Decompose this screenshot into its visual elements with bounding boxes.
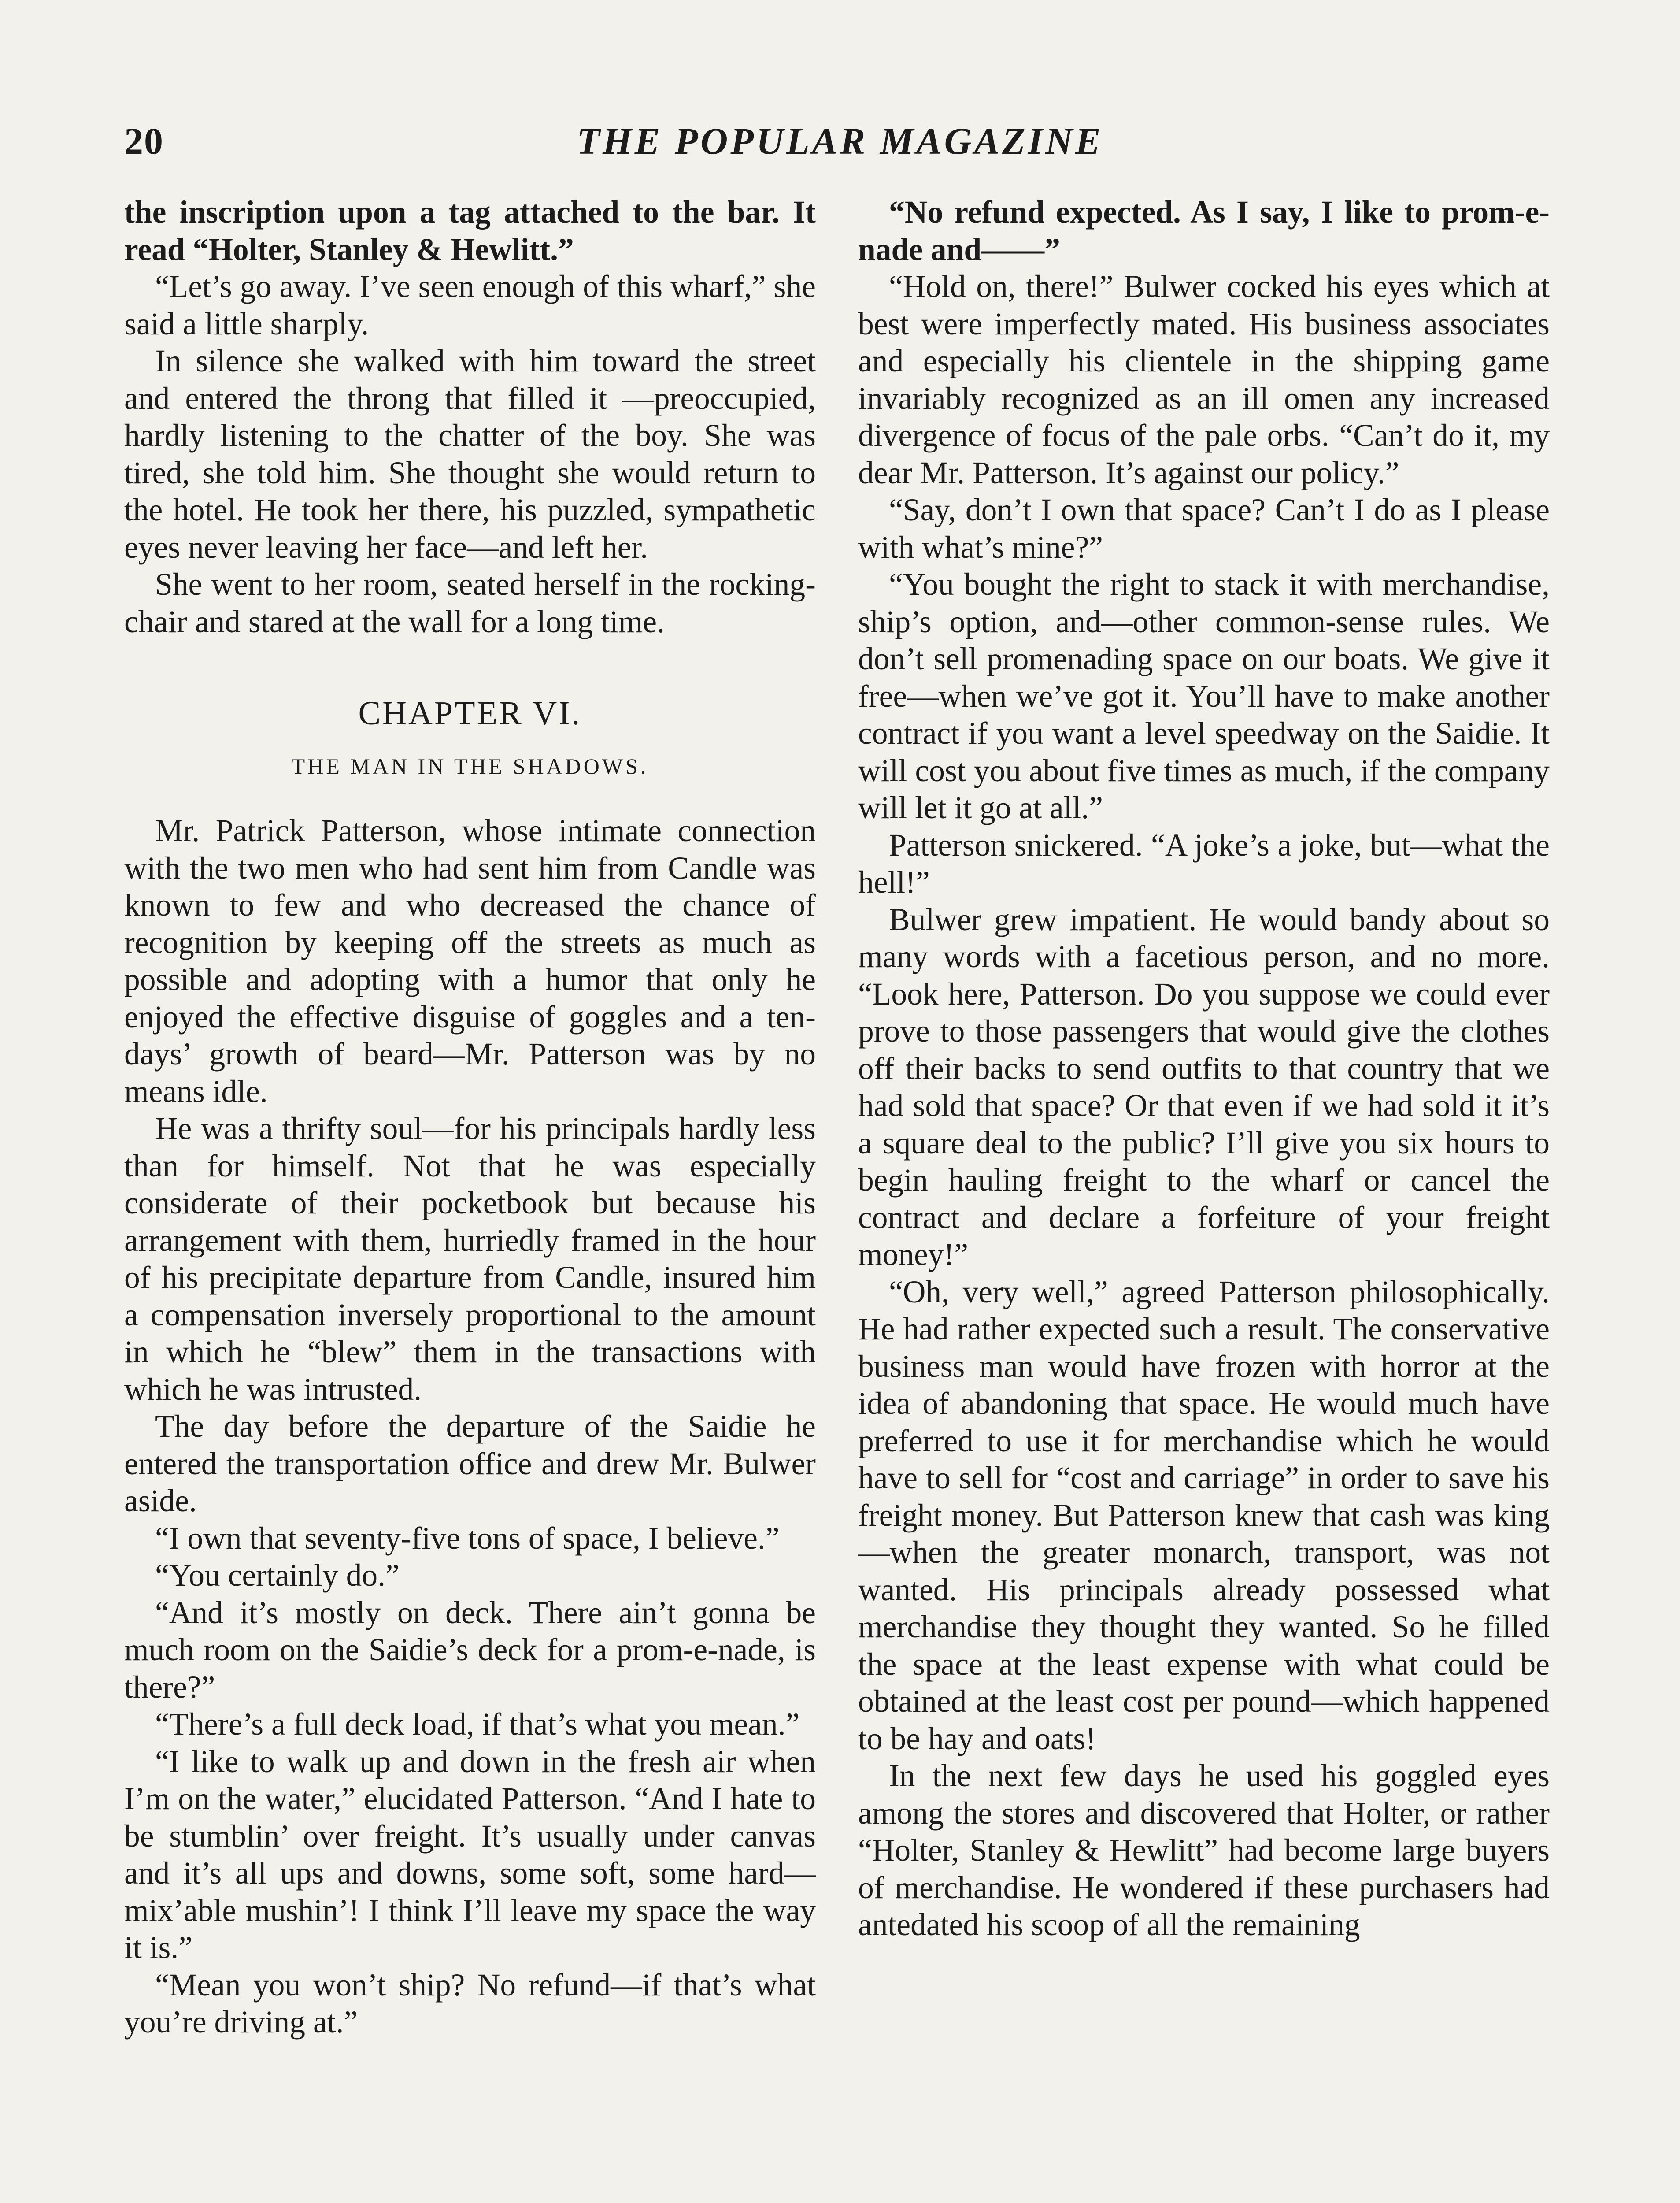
page-header bbox=[124, 119, 1556, 167]
paragraph: “Mean you won’t ship? No refund—if that’s what you’re driving at.” bbox=[124, 1967, 816, 2040]
paragraph: “Hold on, there!” Bulwer cocked his eyes which at best were imperfectly mated. His business associates and especially his clientele in the shipping game invariably recognized as an ill omen any increased divergence of focus of the pale orbs. “Can’t do it, my dear Mr. Patterson. It’s against our policy.” bbox=[858, 269, 1550, 490]
page-number: 20 bbox=[124, 120, 164, 162]
paragraph: She went to her room, seated herself in the rocking-chair and stared at the wall for a long time. bbox=[124, 567, 816, 639]
paragraph: Mr. Patrick Patterson, whose intimate connection with the two men who had sent him from Candle was known to few and who decreased the chance of recognition by keeping off the streets as much as possible and adopting with a humor that only he enjoyed the effective disguise of goggles and a ten-days’ growth of beard—Mr. Patterson was by no means idle. bbox=[124, 813, 816, 1109]
paragraph: “And it’s mostly on deck. There ain’t gonna be much room on the Saidie’s deck for a prom-e-nade, is there?” bbox=[124, 1595, 816, 1705]
chapter-subtitle: THE MAN IN THE SHADOWS. bbox=[291, 754, 649, 779]
paragraph: the inscription upon a tag attached to the bar. It read “Holter, Stanley & Hewlitt.” bbox=[124, 195, 816, 267]
paragraph: In the next few days he used his goggled eyes among the stores and discovered that Holter, or rather “Holter, Stanley & Hewlitt” had become large buyers of merchandise. He wondered if these purchasers had antedated his scoop of all the remaining bbox=[858, 1758, 1550, 1942]
paragraph: “I own that seventy-five tons of space, I believe.” bbox=[155, 1521, 780, 1556]
running-head: THE POPULAR MAGAZINE bbox=[577, 120, 1103, 162]
paragraph: “Say, don’t I own that space? Can’t I do as I please with what’s mine?” bbox=[858, 493, 1550, 565]
paragraph: “You bought the right to stack it with merchandise, ship’s option, and—other common-sense rules. We don’t sell promenading space on our boats. We give it free—when we’ve got it. You’ll have to make another contract if you want a level speedway on the Saidie. It will cost you about five times as much, if the company will let it go at all.” bbox=[858, 567, 1550, 825]
paragraph: “There’s a full deck load, if that’s what you mean.” bbox=[155, 1707, 800, 1742]
left-column bbox=[124, 194, 816, 2041]
chapter-title: CHAPTER VI. bbox=[358, 695, 582, 732]
right-column bbox=[858, 194, 1550, 1944]
paragraph: “I like to walk up and down in the fresh air when I’m on the water,” elucidated Patterson. “And I hate to be stumblin’ over freight. It’s usually under canvas and it’s all ups and downs, some soft, some hard—mix’able mushin’! I think I’ll leave my space the way it is.” bbox=[124, 1744, 816, 1965]
paragraph: Patterson snickered. “A joke’s a joke, but—what the hell!” bbox=[858, 827, 1550, 900]
paragraph: The day before the departure of the Saidie he entered the transportation office and drew Mr. Bulwer aside. bbox=[124, 1409, 816, 1518]
paragraph: “Oh, very well,” agreed Patterson philosophically. He had rather expected such a result. The conservative business man would have frozen with horror at the idea of abandoning that space. He would much have preferred to use it for merchandise which he would have to sell for “cost and carriage” in order to save his freight money. But Patterson knew that cash was king—when the greater monarch, transport, was not wanted. His principals already possessed what merchandise they thought they wanted. So he filled the space at the least expense with what could be obtained at the least cost per pound—which happened to be hay and oats! bbox=[858, 1274, 1550, 1756]
paragraph: “You certainly do.” bbox=[155, 1558, 400, 1593]
paragraph: “No refund expected. As I say, I like to prom-e-nade and——” bbox=[858, 195, 1550, 267]
paragraph: He was a thrifty soul—for his principals hardly less than for himself. Not that he was especially considerate of their pocketbook but because his arrangement with them, hurriedly framed in the hour of his precipitate departure from Candle, insured him a compensation inversely proportional to the amount in which he “blew” them in the transactions with which he was intrusted. bbox=[124, 1111, 816, 1407]
paragraph: Bulwer grew impatient. He would bandy about so many words with a facetious person, and no more. “Look here, Patterson. Do you suppose we could ever prove to those passengers that would give the clothes off their backs to send outfits to that country that we had sold that space? Or that even if we had sold it it’s a square deal to the public? I’ll give you six hours to begin hauling freight to the wharf or cancel the contract and declare a forfeiture of your freight money!” bbox=[858, 902, 1550, 1272]
paragraph: “Let’s go away. I’ve seen enough of this wharf,” she said a little sharply. bbox=[124, 269, 816, 341]
paragraph: In silence she walked with him toward the street and entered the throng that filled it —preoccupied, hardly listening to the chatter of the boy. She was tired, she told him. She thought she would return to the hotel. He took her there, his puzzled, sympathetic eyes never leaving her face—and left her. bbox=[124, 344, 816, 565]
